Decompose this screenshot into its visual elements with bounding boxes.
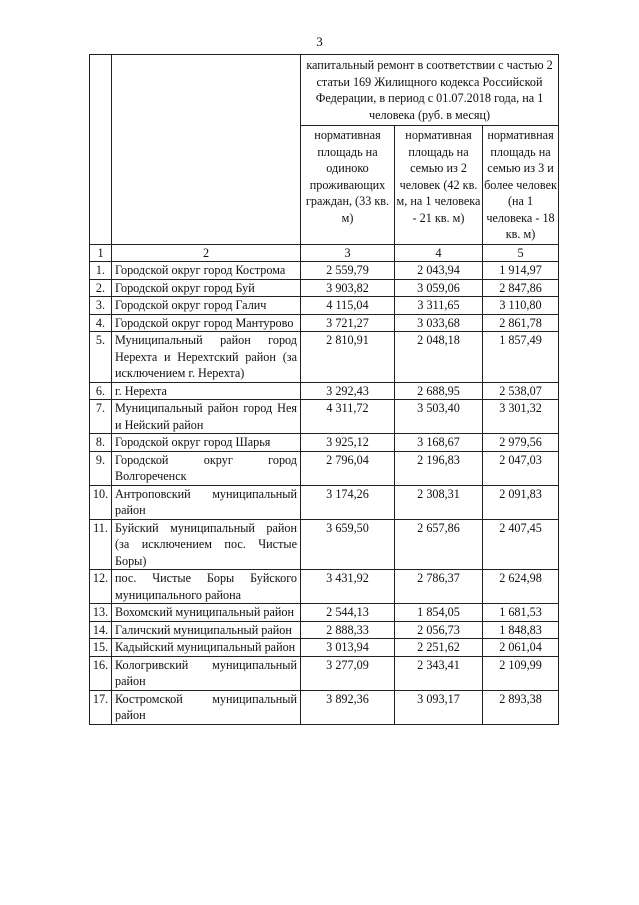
table-body [90, 262, 559, 725]
header-empty-cell-2 [112, 55, 301, 245]
row-value-col5: 2 109,99 [483, 656, 559, 690]
row-name: г. Нерехта [112, 382, 301, 400]
column-number: 3 [301, 244, 395, 262]
row-name: Муниципальный район город Нерехта и Нерехтский район (за исключением г. Нерехта) [112, 332, 301, 383]
row-number: 14. [90, 621, 112, 639]
row-value-col5: 2 091,83 [483, 485, 559, 519]
row-value-col5: 2 861,78 [483, 314, 559, 332]
tariff-table [89, 54, 559, 725]
row-value-col4: 2 343,41 [395, 656, 483, 690]
row-value-col3: 3 431,92 [301, 570, 395, 604]
row-value-col5: 3 110,80 [483, 297, 559, 315]
header-group-row [90, 55, 559, 126]
row-value-col5: 1 848,83 [483, 621, 559, 639]
row-name: Городской округ город Галич [112, 297, 301, 315]
page-number: 3 [316, 34, 323, 49]
row-value-col4: 2 056,73 [395, 621, 483, 639]
row-value-col3: 2 796,04 [301, 451, 395, 485]
table-row [90, 279, 559, 297]
row-name: Галичский муниципальный район [112, 621, 301, 639]
row-value-col5: 2 979,56 [483, 434, 559, 452]
row-value-col4: 2 196,83 [395, 451, 483, 485]
row-value-col5: 2 847,86 [483, 279, 559, 297]
table-row [90, 262, 559, 280]
row-value-col5: 1 857,49 [483, 332, 559, 383]
row-number: 3. [90, 297, 112, 315]
row-value-col4: 3 093,17 [395, 690, 483, 724]
row-number: 8. [90, 434, 112, 452]
row-value-col3: 3 013,94 [301, 639, 395, 657]
table-row [90, 639, 559, 657]
row-name: Городской округ город Шарья [112, 434, 301, 452]
header-col3: нормативная площадь на одиноко проживающих граждан, (33 кв. м) [301, 126, 395, 245]
row-value-col4: 3 503,40 [395, 400, 483, 434]
row-value-col3: 2 888,33 [301, 621, 395, 639]
row-value-col3: 2 559,79 [301, 262, 395, 280]
row-value-col4: 2 786,37 [395, 570, 483, 604]
row-value-col5: 1 914,97 [483, 262, 559, 280]
table-row [90, 451, 559, 485]
row-number: 16. [90, 656, 112, 690]
table-row [90, 332, 559, 383]
row-number: 10. [90, 485, 112, 519]
row-value-col3: 2 810,91 [301, 332, 395, 383]
row-value-col3: 4 311,72 [301, 400, 395, 434]
row-name: пос. Чистые Боры Буйского муниципального района [112, 570, 301, 604]
row-number: 2. [90, 279, 112, 297]
table-row [90, 382, 559, 400]
row-value-col4: 3 059,06 [395, 279, 483, 297]
row-value-col4: 2 657,86 [395, 519, 483, 570]
table-row [90, 485, 559, 519]
row-name: Вохомский муниципальный район [112, 604, 301, 622]
table-row [90, 297, 559, 315]
table-row [90, 434, 559, 452]
row-value-col4: 2 048,18 [395, 332, 483, 383]
row-value-col3: 3 925,12 [301, 434, 395, 452]
row-value-col3: 3 892,36 [301, 690, 395, 724]
row-value-col5: 2 047,03 [483, 451, 559, 485]
row-number: 13. [90, 604, 112, 622]
row-value-col3: 3 292,43 [301, 382, 395, 400]
row-value-col3: 3 174,26 [301, 485, 395, 519]
row-number: 15. [90, 639, 112, 657]
row-value-col4: 3 311,65 [395, 297, 483, 315]
header-empty-cell-1 [90, 55, 112, 245]
row-value-col5: 3 301,32 [483, 400, 559, 434]
column-number-row [90, 244, 559, 262]
row-value-col5: 1 681,53 [483, 604, 559, 622]
table-row [90, 604, 559, 622]
row-name: Кологривский муниципальный район [112, 656, 301, 690]
header-group-title: капитальный ремонт в соответствии с частью 2 статьи 169 Жилищного кодекса Российской Федерации, в период с 01.07.2018 года, на 1 человека (руб. в месяц) [301, 55, 559, 126]
row-name: Кадыйский муниципальный район [112, 639, 301, 657]
row-name: Костромской муниципальный район [112, 690, 301, 724]
row-name: Антроповский муниципальный район [112, 485, 301, 519]
row-value-col4: 1 854,05 [395, 604, 483, 622]
row-value-col3: 3 721,27 [301, 314, 395, 332]
row-name: Городской округ город Мантурово [112, 314, 301, 332]
header-col4: нормативная площадь на семью из 2 человек (42 кв. м, на 1 человека - 21 кв. м) [395, 126, 483, 245]
row-number: 11. [90, 519, 112, 570]
row-value-col3: 2 544,13 [301, 604, 395, 622]
row-value-col5: 2 407,45 [483, 519, 559, 570]
table-row [90, 400, 559, 434]
row-number: 1. [90, 262, 112, 280]
row-number: 5. [90, 332, 112, 383]
row-value-col4: 3 168,67 [395, 434, 483, 452]
row-value-col4: 3 033,68 [395, 314, 483, 332]
header-col5: нормативная площадь на семью из 3 и более человек (на 1 человека - 18 кв. м) [483, 126, 559, 245]
row-value-col3: 4 115,04 [301, 297, 395, 315]
row-value-col3: 3 277,09 [301, 656, 395, 690]
table-row [90, 570, 559, 604]
table-row [90, 656, 559, 690]
row-value-col3: 3 659,50 [301, 519, 395, 570]
row-number: 12. [90, 570, 112, 604]
table-row [90, 519, 559, 570]
row-name: Городской округ город Буй [112, 279, 301, 297]
row-value-col5: 2 893,38 [483, 690, 559, 724]
row-name: Буйский муниципальный район (за исключением пос. Чистые Боры) [112, 519, 301, 570]
column-number: 2 [112, 244, 301, 262]
table-row [90, 690, 559, 724]
row-value-col5: 2 061,04 [483, 639, 559, 657]
row-number: 4. [90, 314, 112, 332]
row-value-col4: 2 308,31 [395, 485, 483, 519]
row-number: 17. [90, 690, 112, 724]
row-number: 6. [90, 382, 112, 400]
row-name: Муниципальный район город Нея и Нейский район [112, 400, 301, 434]
row-value-col3: 3 903,82 [301, 279, 395, 297]
row-value-col4: 2 688,95 [395, 382, 483, 400]
row-value-col4: 2 043,94 [395, 262, 483, 280]
row-value-col5: 2 538,07 [483, 382, 559, 400]
row-value-col4: 2 251,62 [395, 639, 483, 657]
row-number: 7. [90, 400, 112, 434]
table-row [90, 314, 559, 332]
row-number: 9. [90, 451, 112, 485]
column-number: 5 [483, 244, 559, 262]
column-number: 4 [395, 244, 483, 262]
row-value-col5: 2 624,98 [483, 570, 559, 604]
column-number: 1 [90, 244, 112, 262]
table-row [90, 621, 559, 639]
row-name: Городской округ город Кострома [112, 262, 301, 280]
row-name: Городской округ город Волгореченск [112, 451, 301, 485]
